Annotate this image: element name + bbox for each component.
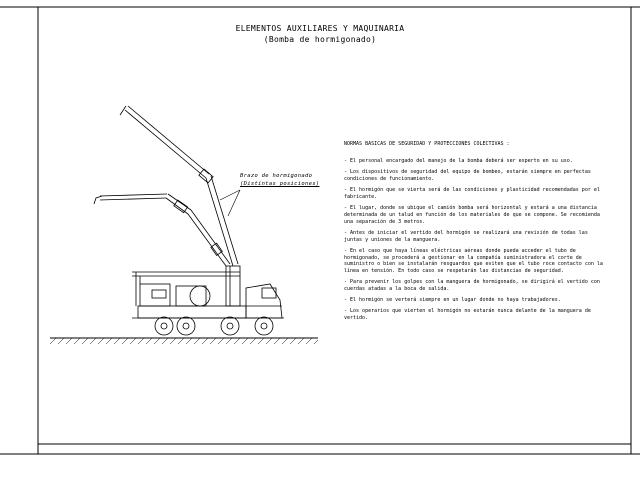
title-line-2: (Bomba de hormigonado): [263, 35, 377, 44]
safety-note-item: - Para prevenir los golpes con la manguera de hormigonado, se dirigirá el vertido con cuerdas atadas a la boca de salida.: [344, 279, 600, 293]
safety-note-item: - El hormigón se verterá siempre en un lugar donde no haya trabajadores.: [344, 297, 561, 304]
concrete-pump-truck: [132, 266, 284, 335]
safety-note-item: - En el caso que haya líneas eléctricas aéreas donde pueda acceder el tubo de hormigonado, se procederá a gestionar en la compañía suministradora el corte de suministro o bien se instalarán resguardos que eviten que el tubo roce contacto con la línea en tensión. En todo caso se respetarán las distancias de seguridad.: [344, 247, 603, 275]
safety-note-item: - Los operarios que vierten el hormigón no estarán nunca delante de la manguera de vertido.: [344, 308, 591, 322]
boom-callout-label: [240, 172, 319, 188]
safety-note-item: - Los dispositivos de seguridad del equipo de bombeo, estarán siempre en perfectas condiciones de funcionamiento.: [344, 168, 591, 182]
safety-note-item: - El hormigón que se vierta será de las condiciones y plasticidad recomendadas por el fabricante.: [344, 186, 600, 200]
safety-note-item: - El lugar, donde se ubique el camión bomba será horizontal y estará a una distancia determinada de un talud en función de los materiales de que se compone. Se recomienda una separación de 3 metros.: [344, 204, 600, 225]
safety-notes-heading: NORMAS BASICAS DE SEGURIDAD Y PROTECCIONES COLECTIVAS :: [344, 141, 510, 147]
callout-line-2: (Distintas posiciones): [240, 181, 320, 187]
safety-notes: [344, 141, 606, 326]
boom-raised: [120, 106, 238, 266]
title-line-1: ELEMENTOS AUXILIARES Y MAQUINARIA: [235, 24, 405, 33]
boom-lowered: [94, 194, 230, 266]
callout-leaders: [220, 190, 240, 216]
safety-note-item: - Antes de iniciar el vertido del hormigón se realizará una revisión de todas las juntas y uniones de la manguera.: [344, 229, 588, 243]
safety-note-item: - El personal encargado del manejo de la bomba deberá ser experto en su uso.: [344, 157, 573, 164]
callout-line-1: Brazo de hormigonado: [240, 173, 313, 179]
ground: [50, 338, 318, 344]
